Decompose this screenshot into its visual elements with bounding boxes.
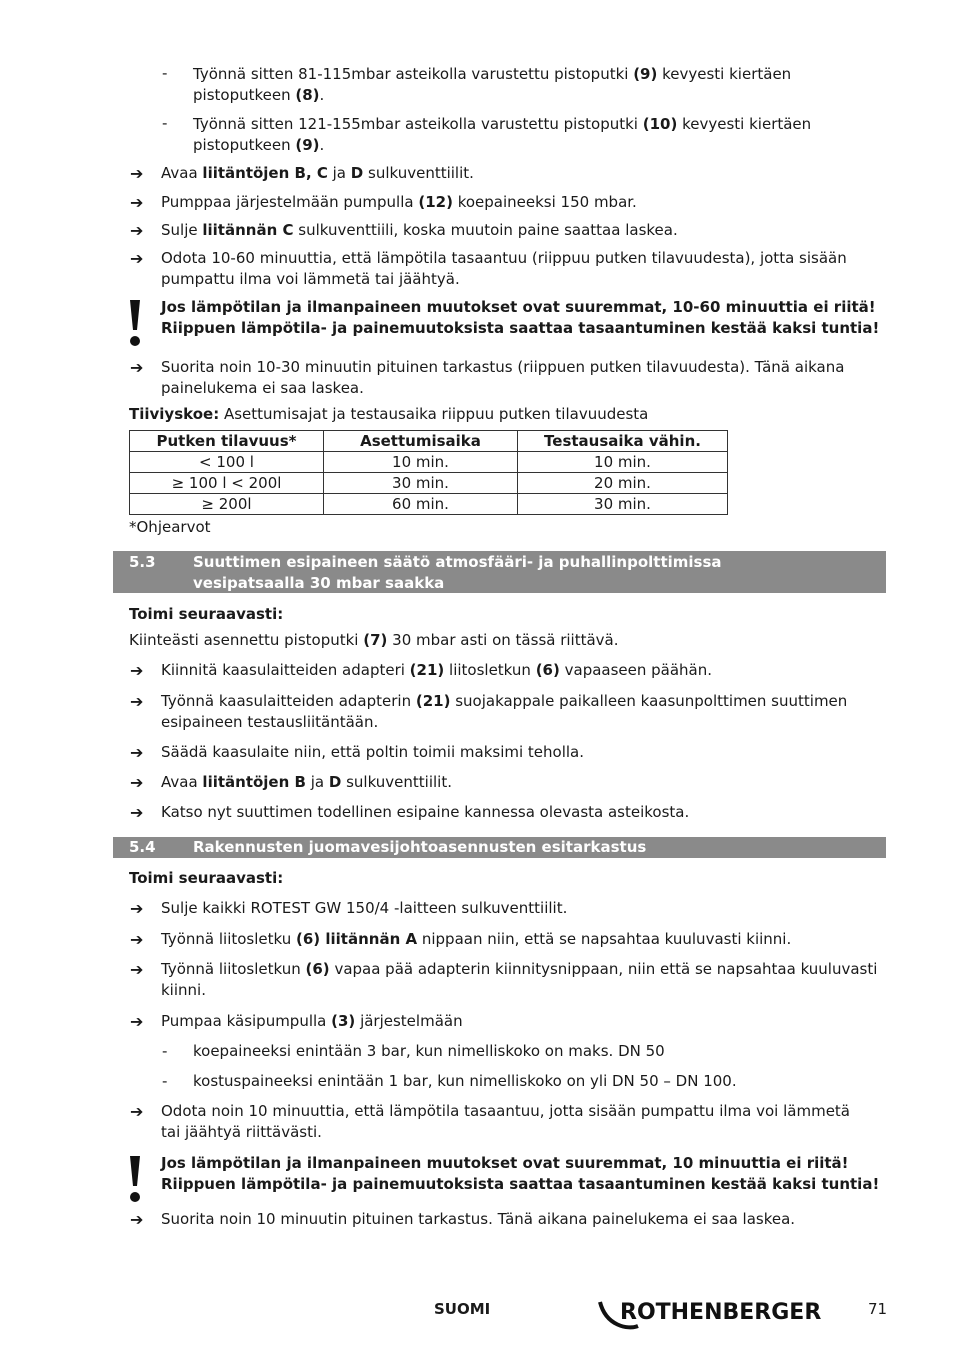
arrow-icon: ➔ — [130, 1102, 144, 1121]
arrow-icon: ➔ — [130, 221, 144, 240]
dash-marker: - — [162, 64, 168, 82]
table-cell: < 100 l — [130, 452, 324, 473]
dash-marker: - — [162, 1072, 168, 1090]
footer-language: SUOMI — [434, 1300, 491, 1318]
section-number: 5.3 — [129, 553, 156, 571]
arrow-icon: ➔ — [130, 692, 144, 711]
arrow-icon: ➔ — [130, 899, 144, 918]
table-row — [130, 473, 728, 494]
warning-text: Jos lämpötilan ja ilmanpaineen muutokset ovat suuremmat, 10-60 minuuttia ei riitä! Riippuen lämpötila- ja painemuutoksista saattaa tasaantuminen kestää kaksi tuntia! — [161, 298, 880, 337]
section-title: Suuttimen esipaineen säätö atmosfääri- ja puhallinpolttimissa vesipatsaalla 30 mbar saakka — [193, 553, 722, 592]
section-heading-5-3 — [113, 551, 886, 593]
dash-marker: - — [162, 1042, 168, 1060]
exclamation-icon — [128, 1156, 142, 1204]
rothenberger-logo — [598, 1296, 834, 1336]
logo-text: ROTHENBERGER — [620, 1300, 822, 1325]
exclamation-icon — [128, 300, 142, 348]
arrow-icon: ➔ — [130, 193, 144, 212]
dash-item: Työnnä sitten 81-115mbar asteikolla varustettu pistoputki (9) kevyesti kiertäen pistoputkeen (8). — [193, 65, 792, 104]
table-cell: 30 min. — [518, 494, 728, 515]
intro-text: Kiinteästi asennettu pistoputki (7) 30 mbar asti on tässä riittävä. — [129, 631, 619, 649]
step-item: Avaa liitäntöjen B, C ja D sulkuventtiilit. — [161, 164, 474, 182]
dash-marker: - — [162, 114, 168, 132]
arrow-icon: ➔ — [130, 164, 144, 183]
table-row — [130, 452, 728, 473]
arrow-icon: ➔ — [130, 773, 144, 792]
arrow-icon: ➔ — [130, 358, 144, 377]
table-header: Asettumisaika — [324, 431, 518, 452]
arrow-icon: ➔ — [130, 743, 144, 762]
instructions-label: Toimi seuraavasti: — [129, 605, 284, 623]
test-time-table — [129, 430, 728, 515]
dash-item: kostuspaineeksi enintään 1 bar, kun nimelliskoko on yli DN 50 – DN 100. — [193, 1072, 737, 1090]
step-item: Työnnä kaasulaitteiden adapterin (21) suojakappale paikalleen kaasunpolttimen suuttimen esipaineen testausliitäntään. — [161, 692, 848, 731]
table-header: Putken tilavuus* — [130, 431, 324, 452]
table-cell: 60 min. — [324, 494, 518, 515]
step-item: Sulje kaikki ROTEST GW 150/4 -laitteen sulkuventtiilit. — [161, 899, 568, 917]
step-item: Odota 10-60 minuuttia, että lämpötila tasaantuu (riippuu putken tilavuudesta), jotta sisään pumpattu ilma voi lämmetä tai jäähtyä. — [161, 249, 847, 288]
step-item: Pumppaa järjestelmään pumpulla (12) koepaineeksi 150 mbar. — [161, 193, 637, 211]
dash-item: Työnnä sitten 121-155mbar asteikolla varustettu pistoputki (10) kevyesti kiertäen pistoputkeen (9). — [193, 115, 812, 154]
arrow-icon: ➔ — [130, 930, 144, 949]
table-note: *Ohjearvot — [129, 518, 211, 536]
table-cell: 30 min. — [324, 473, 518, 494]
warning-text: Jos lämpötilan ja ilmanpaineen muutokset ovat suuremmat, 10 minuuttia ei riitä! Riippuen lämpötila- ja painemuutoksista saattaa tasaantuminen kestää kaksi tuntia! — [161, 1154, 880, 1193]
step-item: Suorita noin 10-30 minuutin pituinen tarkastus (riippuen putken tilavuudesta). Tänä aikana painelukema ei saa laskea. — [161, 358, 845, 397]
dash-item: koepaineeksi enintään 3 bar, kun nimelliskoko on maks. DN 50 — [193, 1042, 665, 1060]
section-title: Rakennusten juomavesijohtoasennusten esitarkastus — [193, 838, 647, 856]
step-item: Odota noin 10 minuuttia, että lämpötila tasaantuu, jotta sisään pumpattu ilma voi lämmetä tai jäähtyä riittävästi. — [161, 1102, 850, 1141]
table-cell: 10 min. — [518, 452, 728, 473]
instructions-label: Toimi seuraavasti: — [129, 869, 284, 887]
step-item: Säädä kaasulaite niin, että poltin toimii maksimi teholla. — [161, 743, 584, 761]
step-item: Kiinnitä kaasulaitteiden adapteri (21) liitosletkun (6) vapaaseen päähän. — [161, 661, 713, 679]
section-number: 5.4 — [129, 838, 156, 856]
step-item: Suorita noin 10 minuutin pituinen tarkastus. Tänä aikana painelukema ei saa laskea. — [161, 1210, 796, 1228]
table-cell: 10 min. — [324, 452, 518, 473]
table-header: Testausaika vähin. — [518, 431, 728, 452]
arrow-icon: ➔ — [130, 249, 144, 268]
arrow-icon: ➔ — [130, 803, 144, 822]
step-item: Pumpaa käsipumpulla (3) järjestelmään — [161, 1012, 463, 1030]
step-item: Avaa liitäntöjen B ja D sulkuventtiilit. — [161, 773, 452, 791]
table-cell: 20 min. — [518, 473, 728, 494]
arrow-icon: ➔ — [130, 960, 144, 979]
step-item: Työnnä liitosletkun (6) vapaa pää adapterin kiinnitysnippaan, niin että se napsahtaa kuuluvasti kiinni. — [161, 960, 878, 999]
arrow-icon: ➔ — [130, 1210, 144, 1229]
step-item: Katso nyt suuttimen todellinen esipaine kannessa olevasta asteikosta. — [161, 803, 690, 821]
table-row — [130, 494, 728, 515]
step-item: Sulje liitännän C sulkuventtiili, koska muutoin paine saattaa laskea. — [161, 221, 678, 239]
page-number: 71 — [868, 1300, 888, 1318]
step-item: Työnnä liitosletku (6) liitännän A nippaan niin, että se napsahtaa kuuluvasti kiinni. — [161, 930, 792, 948]
table-cell: ≥ 200l — [130, 494, 324, 515]
test-description: Tiiviyskoe: Asettumisajat ja testausaika riippuu putken tilavuudesta — [129, 405, 649, 423]
section-heading-5-4 — [113, 837, 886, 858]
arrow-icon: ➔ — [130, 1012, 144, 1031]
table-cell: ≥ 100 l < 200l — [130, 473, 324, 494]
arrow-icon: ➔ — [130, 661, 144, 680]
